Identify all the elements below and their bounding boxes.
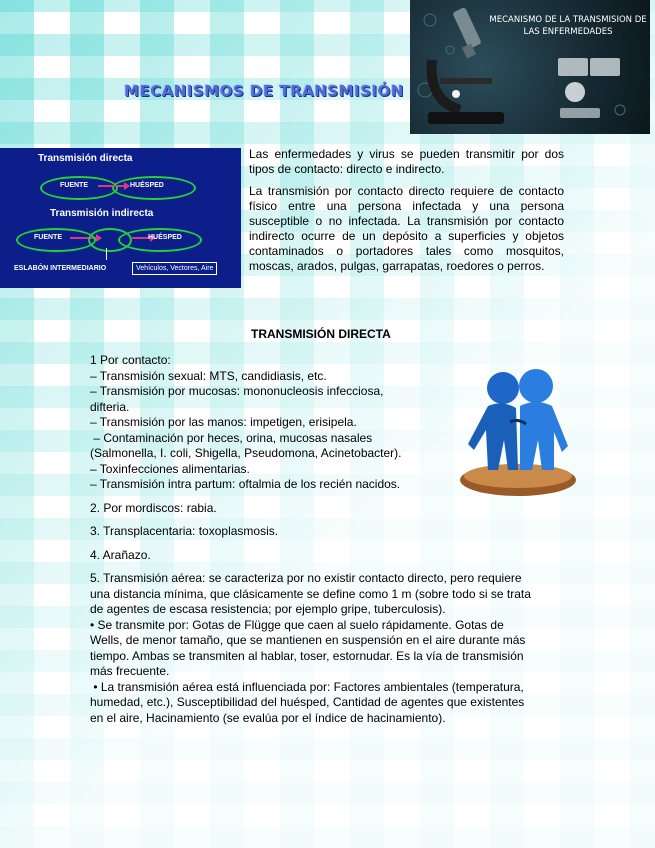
transmission-diagram [0,148,241,288]
direct-heading: Transmisión directa [38,153,133,164]
host-label-2: HUÉSPED [148,234,182,241]
content-line: • Se transmite por: Gotas de Flügge que caen al suelo rápidamente. Gotas de [90,617,504,632]
intro-paragraph-2: La transmisión por contacto directo requiere de contacto físico entre una persona infectada y una persona susceptible o no infectada. La transmisión por contacto indirecto ocurre de un depósito a superficies y objetos contaminados o portadores tales como mosquitos, moscas, arados, pulgas, garrapatas, roedores o perros. [249,184,564,273]
intro-paragraph-1: Las enfermedades y virus se pueden transmitir por dos tipos de contacto: directo e indirecto. [249,147,564,176]
content-line: 5. Transmisión aérea: se caracteriza por no existir contacto directo, pero requiere [90,571,522,585]
content-line: – Toxinfecciones alimentarias. [90,461,250,476]
content-line: en el aire, Hacinamiento (se evalúa por el índice de hacinamiento). [90,710,446,725]
intro-text [249,147,564,281]
content-line: una distancia mínima, que clásicamente se define como 1 m (sobre todo si se trata [90,586,531,601]
content-line: 4. Arañazo. [90,547,151,562]
page-title: MECANISMOS DE TRANSMISIÓN [124,82,404,100]
content-line: – Transmisión sexual: MTS, candidiasis, etc. [90,368,327,383]
content-line: 3. Transplacentaria: toxoplasmosis. [90,524,279,538]
indirect-heading: Transmisión indirecta [50,208,154,219]
content-line: Wells, de menor tamaño, que se mantienen en suspensión en el aire durante más [90,633,526,647]
link-line [106,248,107,260]
content-line: (Salmonella, I. coli, Shigella, Pseudomona, Acinetobacter). [90,446,402,460]
section-title: TRANSMISIÓN DIRECTA [251,327,391,341]
source-label-1: FUENTE [60,182,88,189]
content-line: tiempo. Ambas se transmiten al hablar, toser, estornudar. Es la vía de transmisión [90,648,524,663]
content-line: – Transmisión intra partum: oftalmia de los recién nacidos. [90,477,401,491]
content-line: – Transmisión por mucosas: mononucleosis infecciosa, [90,384,384,398]
link-value: Vehículos, Vectores, Aire [132,262,217,275]
content-line: de agentes de escasa resistencia; por ejemplo gripe, tuberculosis). [90,602,446,616]
content-line: más frecuente. [90,664,170,678]
host-label-1: HUÉSPED [130,182,164,189]
hero-title: MECANISMO DE LA TRANSMISION DE LAS ENFERMEDADES [489,15,647,37]
content-line: difteria. [90,399,130,414]
link-label: ESLABÓN INTERMEDIARIO [14,265,107,272]
content-line: 1 Por contacto: [90,353,171,367]
content-line: 2. Por mordiscos: rabia. [90,500,217,515]
source-label-2: FUENTE [34,234,62,241]
hero-image [410,0,650,134]
two-people-icon [458,360,578,508]
content-line: – Contaminación por heces, orina, mucosas nasales [90,430,373,445]
content-line: • La transmisión aérea está influenciada por: Factores ambientales (temperatura, [90,679,524,694]
content-line: humedad, etc.), Susceptibilidad del huésped, Cantidad de agentes que existentes [90,695,525,709]
content-line: – Transmisión por las manos: impetigen, erisipela. [90,415,357,429]
